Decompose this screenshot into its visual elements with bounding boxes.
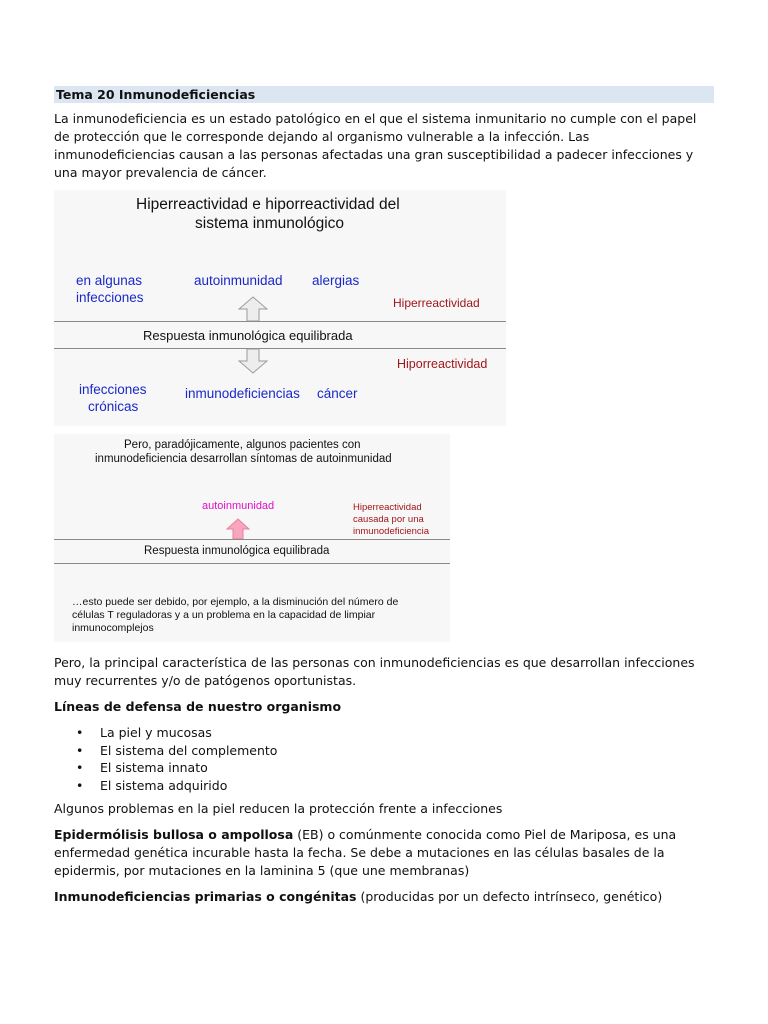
figure2-upper-divider (54, 539, 450, 540)
hyperreactivity-label: Hiperreactividad (393, 296, 480, 310)
figure2-red-line1: Hiperreactividad (353, 502, 422, 513)
defense-lines-list (54, 724, 714, 794)
eb-description: (EB) o comúnmente conocida como Piel de Mariposa, es una enfermedad genética incurable hasta la fecha. Se debe a mutaciones en las células basales de la epidermis, por mutaciones en la laminina 5 (que une membranas) (54, 827, 677, 878)
list-item: • La piel y mucosas (76, 725, 212, 740)
lower-mid-label: inmunodeficiencias (185, 386, 300, 401)
list-item: • El sistema adquirido (76, 777, 228, 793)
figure2-bottom-line2: células T reguladoras y a un problema en la capacidad de limpiar (72, 609, 376, 621)
bullet-icon: • (76, 742, 84, 758)
lineas-defensa-title: Líneas de defensa de nuestro organismo (54, 699, 342, 714)
figure2-red-line2: causada por una (353, 514, 424, 525)
eb-paragraph (54, 826, 714, 880)
upper-right-label: alergias (312, 273, 360, 288)
upper-mid-label: autoinmunidad (194, 273, 283, 288)
document-page (54, 86, 714, 914)
primarias-paragraph (54, 888, 714, 906)
eb-term: Epidermólisis bullosa o ampollosa (54, 827, 294, 842)
primarias-description: (producidas por un defecto intrínseco, genético) (356, 889, 663, 904)
figure2-center-label: Respuesta inmunológica equilibrada (144, 545, 330, 557)
bullet-icon: • (76, 777, 84, 793)
lower-left-line1: infecciones (79, 382, 147, 397)
list-item: • El sistema del complemento (76, 742, 278, 758)
intro-paragraph: La inmunodeficiencia es un estado patológico en el que el sistema inmunitario no cumple con el papel de protección que le corresponde dejando al organismo vulnerable a la infección. Las inmunodeficiencias causan a las personas afectadas una gran susceptibilidad a padecer infecciones y una mayor prevalencia de cáncer. (54, 111, 697, 180)
figure2-top-line2: inmunodeficiencia desarrollan síntomas de autoinmunidad (95, 453, 392, 465)
bullet-icon: • (76, 760, 84, 775)
hyporeactivity-label: Hiporreactividad (397, 357, 488, 371)
figure2-red-line3: inmunodeficiencia (353, 526, 430, 537)
figure1-title-line2: sistema inmunológico (195, 215, 345, 232)
list-item: • El sistema innato (76, 760, 208, 775)
lower-left-line2: crónicas (88, 399, 139, 414)
upper-left-line1: en algunas (76, 273, 143, 288)
figure1-title-line1: Hiperreactividad e hiporreactividad del (136, 196, 400, 213)
section-heading: Tema 20 Inmunodeficiencias (54, 86, 714, 103)
pink-up-arrow-icon (226, 518, 250, 540)
figure2-top-line1: Pero, paradójicamente, algunos pacientes con (124, 439, 361, 451)
figure1-center-label: Respuesta inmunológica equilibrada (143, 328, 353, 343)
figure2-lower-divider (54, 563, 450, 564)
primarias-term: Inmunodeficiencias primarias o congénitas (54, 889, 357, 904)
upper-divider (54, 321, 506, 322)
figure-autoimmunity-paradox (54, 434, 450, 642)
lower-divider (54, 348, 506, 349)
piel-paragraph: Algunos problemas en la piel reducen la protección frente a infecciones (54, 801, 503, 816)
figure2-bottom-line3: inmunocomplejos (72, 622, 154, 634)
lower-right-label: cáncer (317, 386, 358, 401)
figure2-bottom-line1: …esto puede ser debido, por ejemplo, a la disminución del número de (72, 596, 399, 608)
down-arrow-icon (238, 348, 268, 374)
figure-hyper-hypo-reactivity (54, 190, 506, 426)
principal-paragraph: Pero, la principal característica de las personas con inmunodeficiencias es que desarrollan infecciones muy recurrentes y/o de patógenos oportunistas. (54, 655, 695, 688)
autoimmunity-label: autoinmunidad (202, 500, 275, 512)
up-arrow-icon (238, 296, 268, 322)
upper-left-line2: infecciones (76, 290, 144, 305)
bullet-icon: • (76, 725, 84, 740)
